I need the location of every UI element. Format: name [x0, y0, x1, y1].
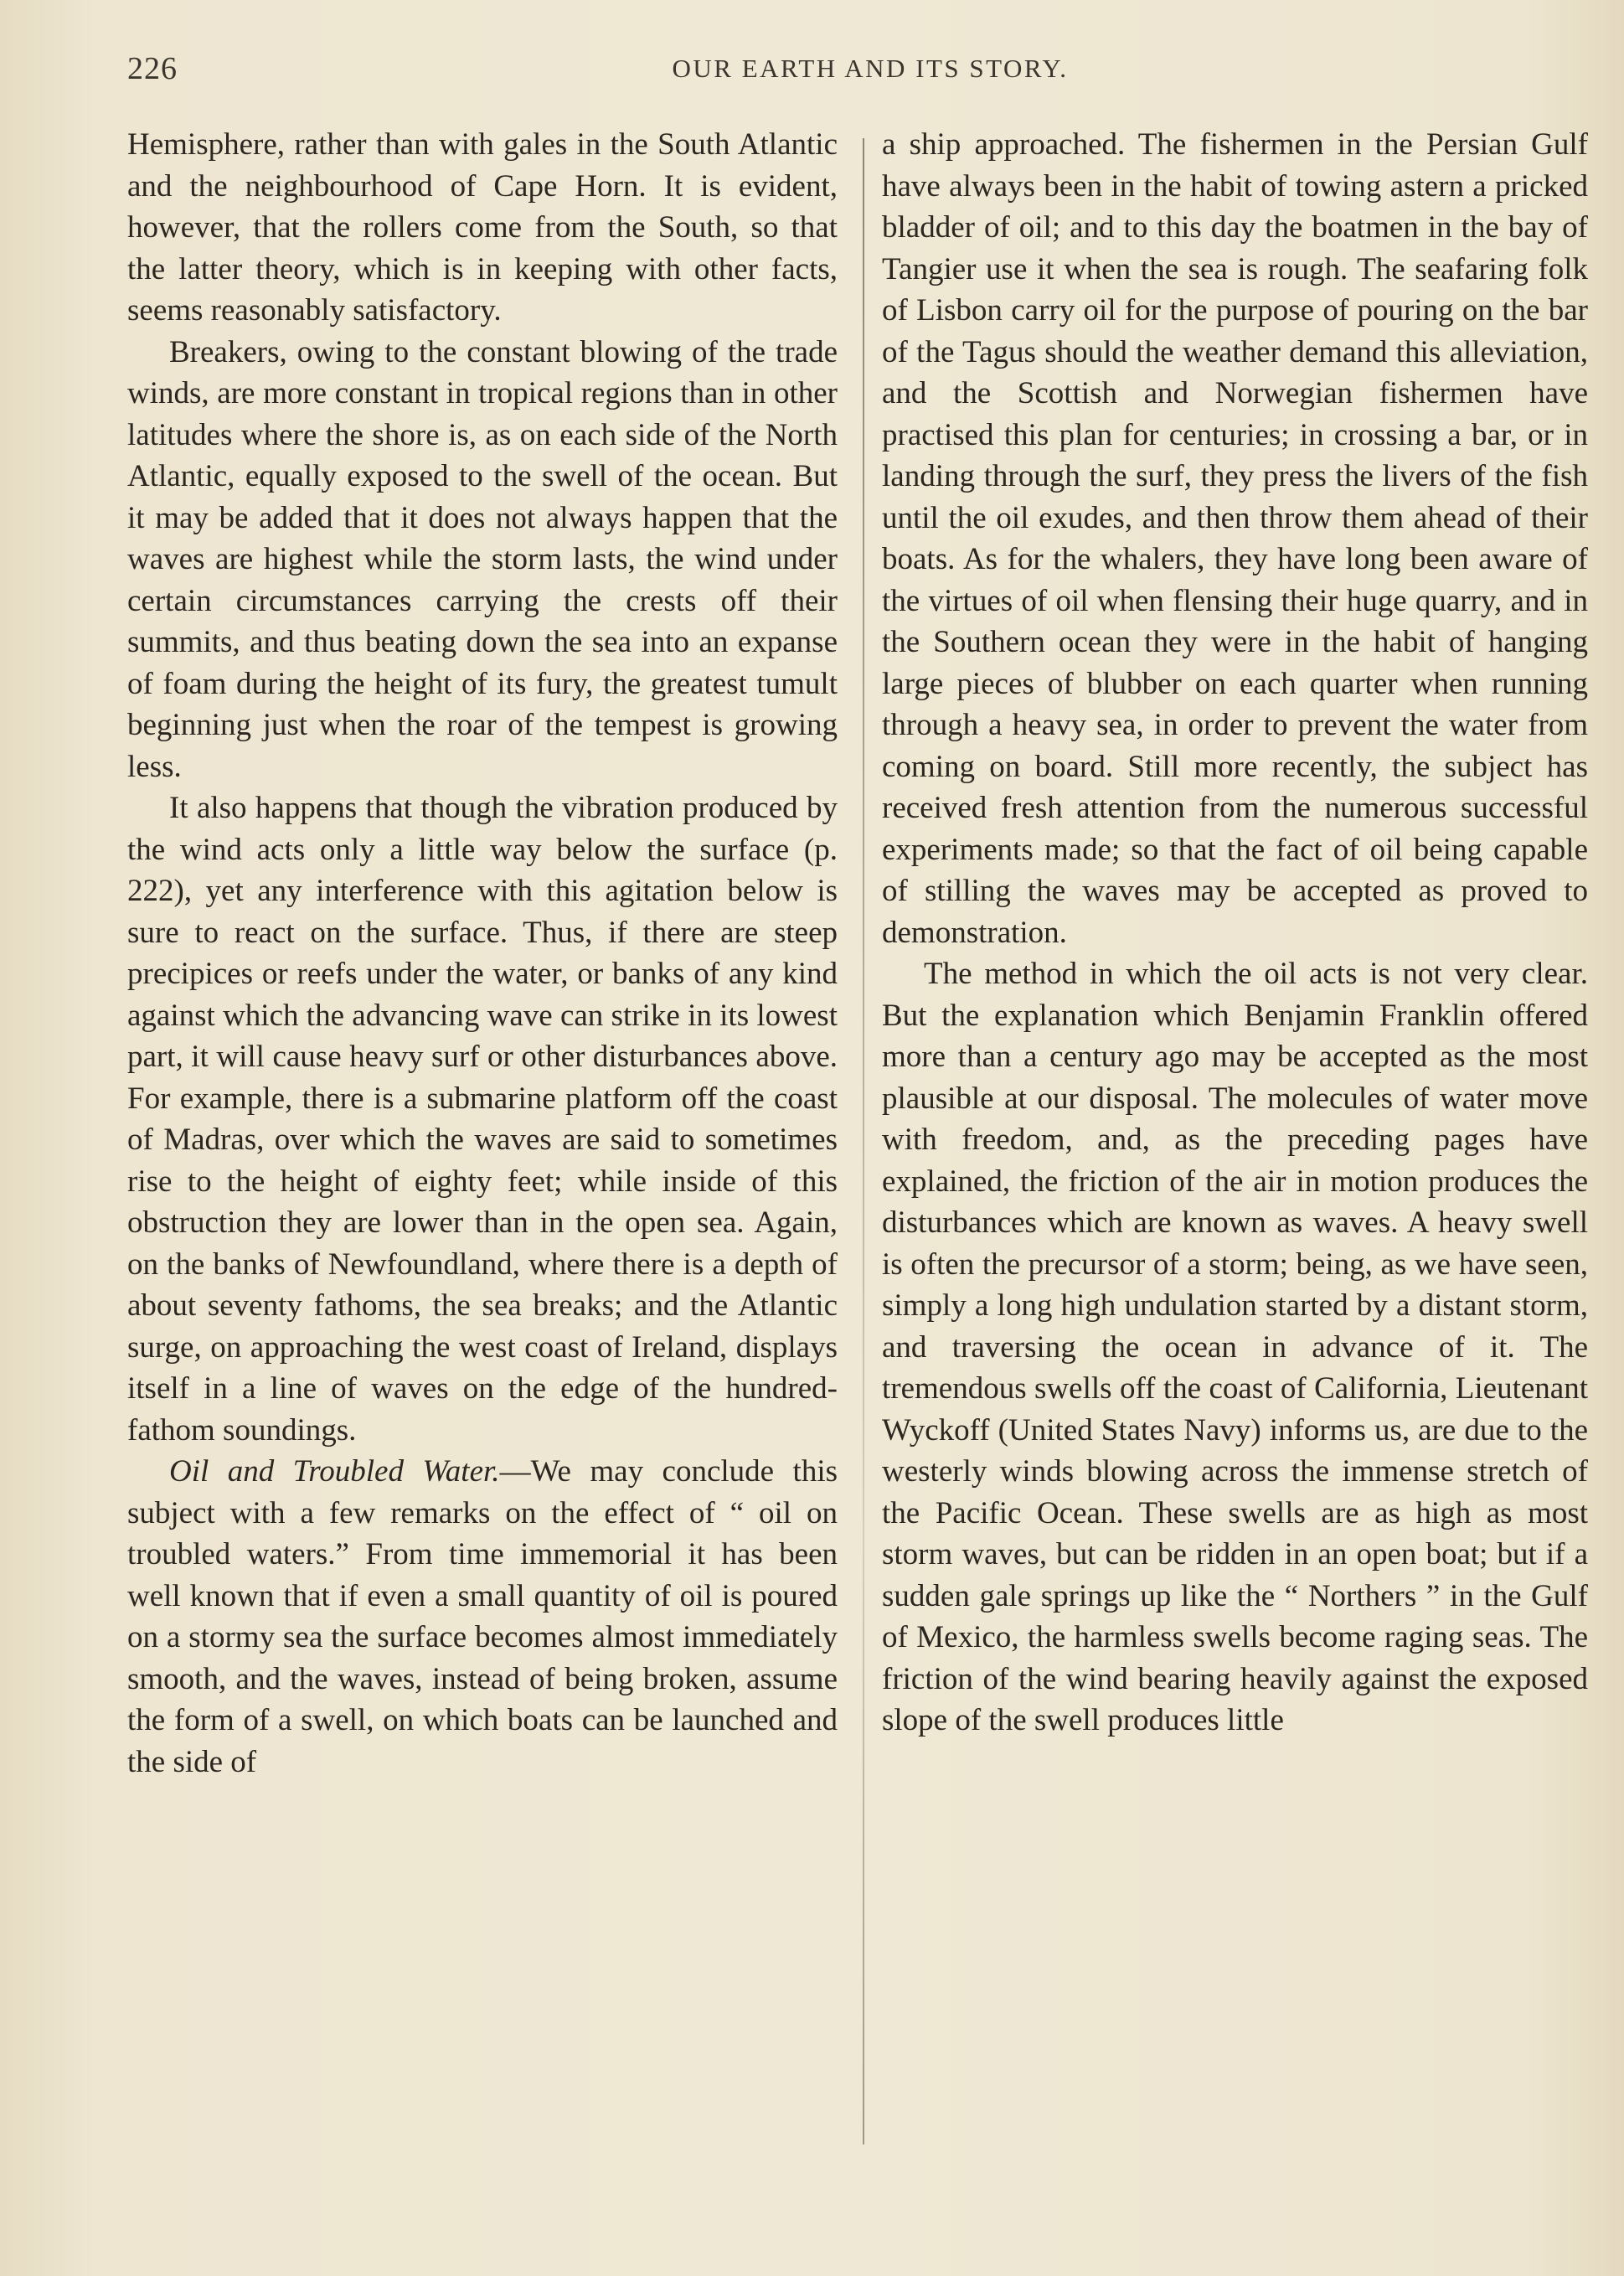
page-number: 226	[127, 51, 178, 86]
left-paragraph-4	[127, 1451, 838, 1783]
left-column	[127, 124, 838, 1783]
right-column	[882, 124, 1588, 1742]
right-paragraph-2: The method in which the oil acts is not very clear. But the explanation which Benjamin Franklin offered more than a century ago may be accepted as the most plausible at our disposal. The molecules of water move with freedom, and, as the preceding pages have explained, the friction of the air in motion produces the disturbances which are known as waves. A heavy swell is often the precursor of a storm; being, as we have seen, simply a long high undulation started by a distant storm, and traversing the ocean in advance of it. The tremendous swells off the coast of California, Lieutenant Wyckoff (United States Navy) informs us, are due to the westerly winds blowing across the immense stretch of the Pacific Ocean. These swells are as high as most storm waves, but can be ridden in an open boat; but if a sudden gale springs up like the “ Northers ” in the Gulf of Mexico, the harmless swells become raging seas. The friction of the wind bearing heavily against the exposed slope of the swell produces little	[882, 957, 1588, 1737]
left-paragraph-4-body: —We may conclude this subject with a few remarks on the effect of “ oil on troubled waters.” From time immemorial it has been well known that if even a small quantity of oil is poured on a stormy sea the surface becomes almost immediately smooth, and the waves, instead of being broken, assume the form of a swell, on which boats can be launched and the side of	[127, 1454, 838, 1779]
section-sidehead: Oil and Troubled Water.	[169, 1454, 500, 1489]
left-paragraph-1: Hemisphere, rather than with gales in the South Atlantic and the neighbourhood of Cape Horn. It is evident, however, that the rollers come from the South, so that the latter theory, which is in keeping with other facts, seems reasonably satisfactory.	[127, 127, 838, 328]
running-title-text: OUR EARTH AND ITS STORY.	[672, 54, 1069, 83]
left-paragraph-2: Breakers, owing to the constant blowing of the trade winds, are more constant in tropical regions than in other latitudes where the shore is, as on each side of the North Atlantic, equally exposed to the swell of the ocean. But it may be added that it does not always happen that the waves are highest while the storm lasts, the wind under certain circumstances carrying the crests off their summits, and thus beating down the sea into an expanse of foam during the height of its fury, the greatest tumult beginning just when the roar of the tempest is growing less.	[127, 334, 838, 784]
left-paragraph-3: It also happens that though the vibration produced by the wind acts only a little way below the surface (p. 222), yet any interference with this agitation below is sure to react on the surface. Thus, if there are steep precipices or reefs under the water, or banks of any kind against which the advancing wave can strike in its lowest part, it will cause heavy surf or other disturbances above. For example, there is a submarine platform off the coast of Madras, over which the waves are said to sometimes rise to the height of eighty feet; while inside of this obstruction they are lower than in the open sea. Again, on the banks of Newfoundland, where there is a depth of about seventy fathoms, the sea breaks; and the Atlantic surge, on approaching the west coast of Ireland, displays itself in a line of waves on the edge of the hundred-fathom soundings.	[127, 791, 838, 1448]
column-divider	[863, 138, 864, 2144]
right-paragraph-1: a ship approached. The fishermen in the Persian Gulf have always been in the habit of towing astern a pricked bladder of oil; and to this day the boatmen in the bay of Tangier use it when the sea is rough. The seafaring folk of Lisbon carry oil for the purpose of pouring on the bar of the Tagus should the weather demand this alleviation, and the Scottish and Norwegian fishermen have practised this plan for centuries; in crossing a bar, or in landing through the surf, they press the livers of the fish until the oil exudes, and then throw them ahead of their boats. As for the whalers, they have long been aware of the virtues of oil when flensing their huge quarry, and in the Southern ocean they were in the habit of hanging large pieces of blubber on each quarter when running through a heavy sea, in order to prevent the water from coming on board. Still more recently, the subject has received fresh attention from the numerous successful experiments made; so that the fact of oil being capable of stilling the waves may be accepted as proved to demonstration.	[882, 127, 1588, 950]
